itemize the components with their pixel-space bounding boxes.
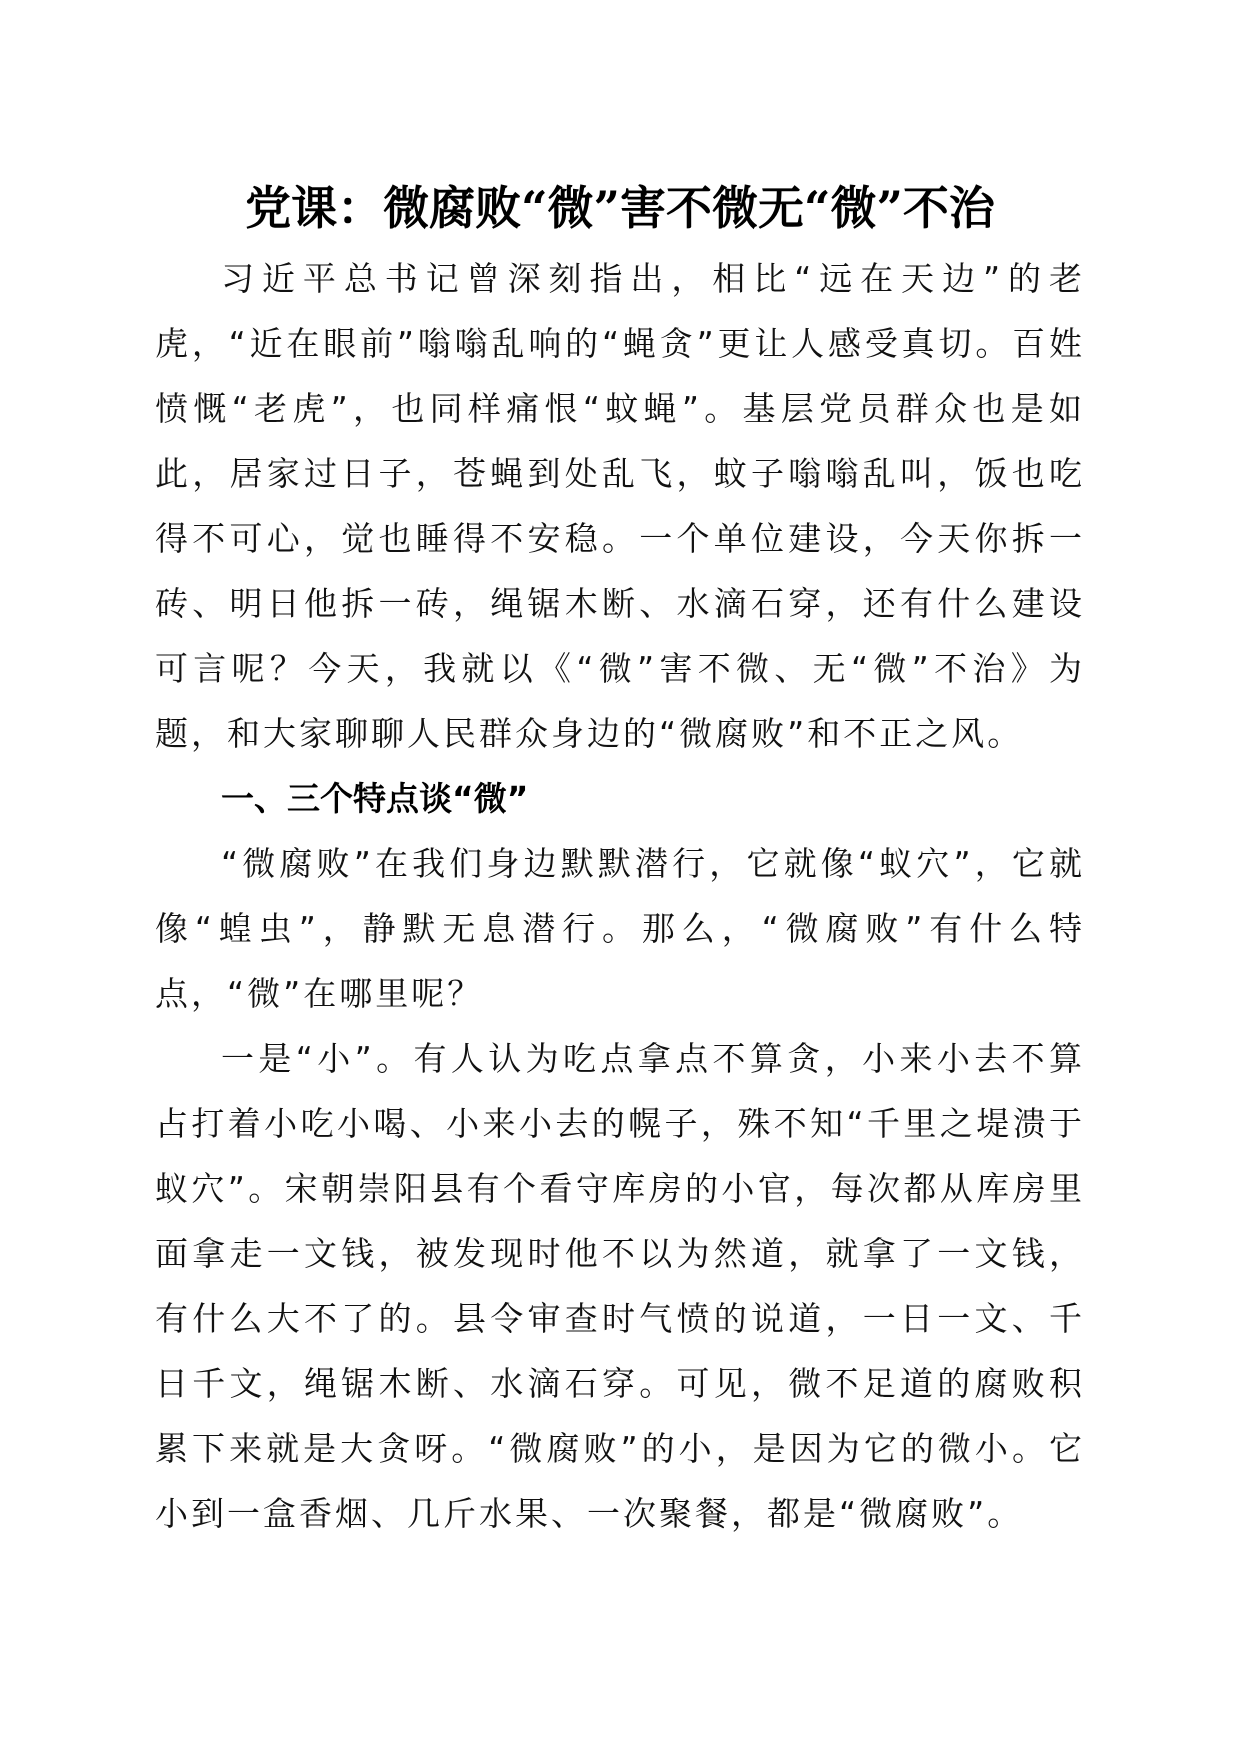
point-one-paragraph: 一是“小”。有人认为吃点拿点不算贪，小来小去不算占打着小吃小喝、小来小去的幌子，殊不知“千里之堤溃于蚁穴”。宋朝崇阳县有个看守库房的小官，每次都从库房里面拿走一文钱，被发现时他不以为然道，就拿了一文钱，有什么大不了的。县令审查时气愤的说道，一日一文、千日千文，绳锯木断、水滴石穿。可见，微不足道的腐败积累下来就是大贪呀。“微腐败”的小，是因为它的微小。它小到一盒香烟、几斤水果、一次聚餐，都是“微腐败”。: [155, 1039, 1085, 1533]
section-heading: 一、三个特点谈“微”: [221, 779, 529, 818]
intro-paragraph: 习近平总书记曾深刻指出，相比“远在天边”的老虎，“近在眼前”嗡嗡乱响的“蝇贪”更让人感受真切。百姓愤慨“老虎”，也同样痛恨“蚊蝇”。基层党员群众也是如此，居家过日子，苍蝇到处乱飞，蚊子嗡嗡乱叫，饭也吃得不可心，觉也睡得不安稳。一个单位建设，今天你拆一砖、明日他拆一砖，绳锯木断、水滴石穿，还有什么建设可言呢？今天，我就以《“微”害不微、无“微”不治》为题，和大家聊聊人民群众身边的“微腐败”和不正之风。: [155, 259, 1085, 753]
document-title: 党课：微腐败“微”害不微无“微”不治: [245, 181, 995, 235]
section-intro-paragraph: “微腐败”在我们身边默默潜行，它就像“蚁穴”，它就像“蝗虫”，静默无息潜行。那么，“微腐败”有什么特点，“微”在哪里呢？: [155, 844, 1085, 1013]
